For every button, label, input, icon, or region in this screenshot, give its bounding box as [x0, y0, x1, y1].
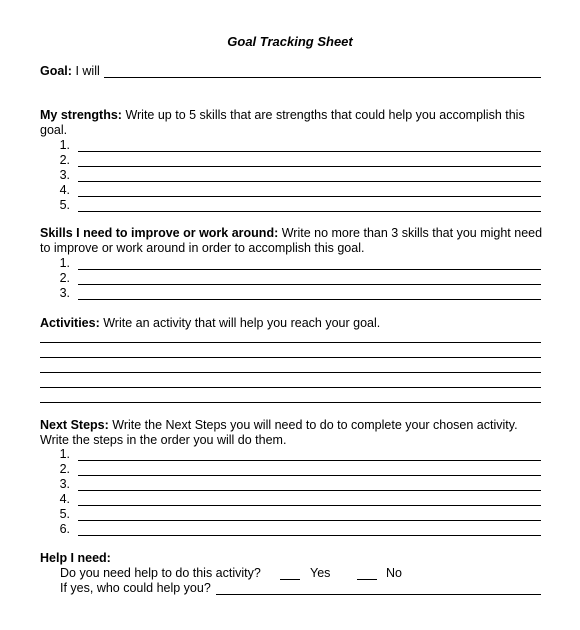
- skill-line[interactable]: [78, 299, 541, 300]
- strength-line[interactable]: [78, 151, 541, 152]
- activities-label: Activities:: [40, 316, 100, 330]
- help-who-question: If yes, who could help you?: [60, 581, 211, 595]
- skill-number: 1.: [59, 256, 70, 270]
- skill-line[interactable]: [78, 284, 541, 285]
- helper-line[interactable]: [216, 594, 541, 595]
- step-number: 4.: [59, 492, 70, 506]
- step-number: 6.: [59, 522, 70, 536]
- step-line[interactable]: [78, 520, 541, 521]
- yes-blank[interactable]: [280, 579, 300, 580]
- strength-number: 4.: [59, 183, 70, 197]
- activity-line[interactable]: [40, 402, 541, 403]
- strength-number: 3.: [59, 168, 70, 182]
- help-label: Help I need:: [40, 551, 111, 565]
- goal-line[interactable]: [104, 77, 541, 78]
- skills-label: Skills I need to improve or work around:: [40, 226, 279, 240]
- activities-heading: [40, 316, 380, 331]
- strength-line[interactable]: [78, 181, 541, 182]
- strength-line[interactable]: [78, 196, 541, 197]
- step-line[interactable]: [78, 535, 541, 536]
- step-number: 5.: [59, 507, 70, 521]
- strength-line[interactable]: [78, 211, 541, 212]
- step-line[interactable]: [78, 475, 541, 476]
- next-steps-label: Next Steps:: [40, 418, 109, 432]
- yes-label: Yes: [310, 566, 331, 580]
- step-line[interactable]: [78, 490, 541, 491]
- strength-number: 5.: [59, 198, 70, 212]
- next-steps-heading: [40, 418, 545, 448]
- skill-line[interactable]: [78, 269, 541, 270]
- strengths-heading: [40, 108, 545, 138]
- activity-line[interactable]: [40, 357, 541, 358]
- goal-prefix: I will: [75, 64, 100, 78]
- goal-row: [40, 64, 100, 79]
- step-number: 1.: [59, 447, 70, 461]
- step-number: 3.: [59, 477, 70, 491]
- activity-line[interactable]: [40, 372, 541, 373]
- activity-line[interactable]: [40, 387, 541, 388]
- strength-number: 1.: [59, 138, 70, 152]
- strengths-instructions: Write up to 5 skills that are strengths that could help you accomplish this goal.: [40, 108, 525, 137]
- step-line[interactable]: [78, 460, 541, 461]
- no-blank[interactable]: [357, 579, 377, 580]
- strength-number: 2.: [59, 153, 70, 167]
- skills-instructions: Write no more than 3 skills that you might need to improve or work around in order to accomplish this goal.: [40, 226, 543, 255]
- help-question: Do you need help to do this activity?: [60, 566, 261, 580]
- step-number: 2.: [59, 462, 70, 476]
- skill-number: 3.: [59, 286, 70, 300]
- activities-instructions: Write an activity that will help you reach your goal.: [103, 316, 381, 330]
- activity-line[interactable]: [40, 342, 541, 343]
- strengths-label: My strengths:: [40, 108, 122, 122]
- no-label: No: [386, 566, 402, 580]
- help-heading: [40, 551, 111, 566]
- strength-line[interactable]: [78, 166, 541, 167]
- skills-heading: [40, 226, 545, 256]
- skill-number: 2.: [59, 271, 70, 285]
- next-steps-instructions: Write the Next Steps you will need to do to complete your chosen activity. Write the steps in the order you will do them.: [40, 418, 518, 447]
- goal-label: Goal:: [40, 64, 72, 78]
- step-line[interactable]: [78, 505, 541, 506]
- document-title: Goal Tracking Sheet: [227, 34, 353, 49]
